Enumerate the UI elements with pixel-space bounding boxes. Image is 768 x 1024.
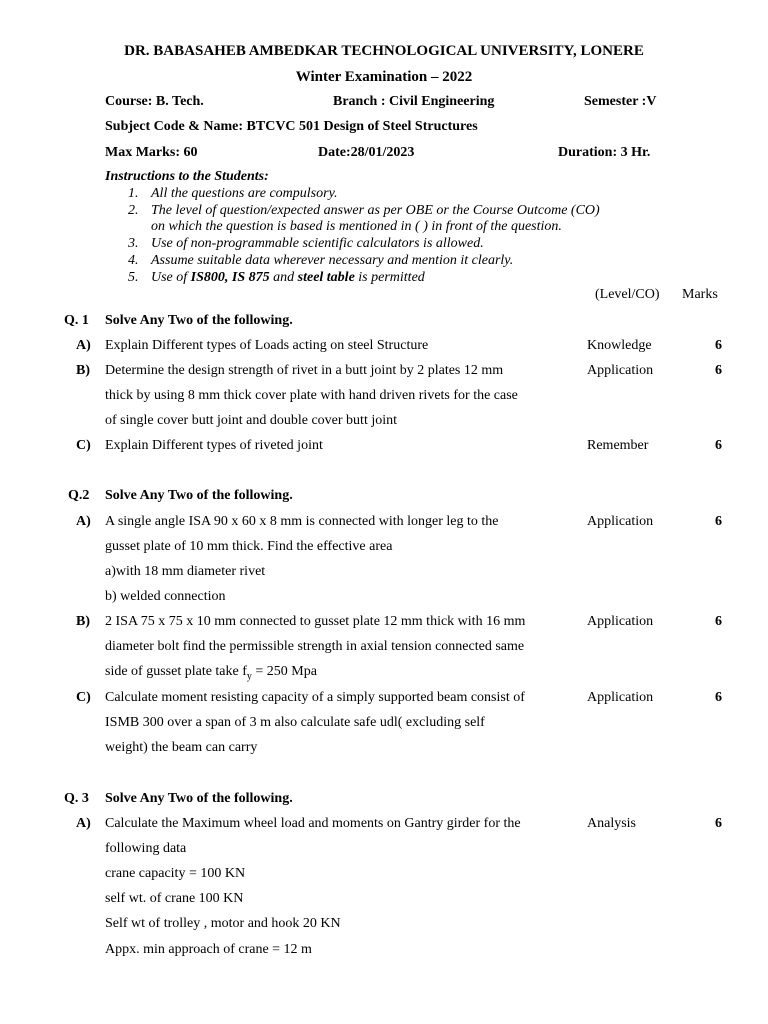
question-text: 2 ISA 75 x 75 x 10 mm connected to gusset plate 12 mm thick with 16 mm	[105, 614, 526, 629]
instruction-number: 2.	[128, 203, 139, 218]
marks-value: 6	[715, 363, 722, 378]
question-text: crane capacity = 100 KN	[105, 866, 246, 881]
marks-value: 6	[715, 816, 722, 831]
level-co: Application	[587, 363, 654, 378]
instruction-number: 1.	[128, 186, 139, 201]
instruction-text: Assume suitable data wherever necessary and mention it clearly.	[151, 253, 514, 268]
instruction-text: Use of IS800, IS 875 and steel table is permitted	[151, 270, 425, 285]
marks-value: 6	[715, 438, 722, 453]
question-text: Calculate moment resisting capacity of a simply supported beam consist of	[105, 690, 525, 705]
instruction-text: All the questions are compulsory.	[151, 186, 338, 201]
instruction-number: 5.	[128, 270, 139, 285]
part-label: A)	[76, 816, 91, 831]
level-co: Knowledge	[587, 338, 652, 353]
semester: Semester :V	[584, 94, 657, 109]
question-heading: Solve Any Two of the following.	[105, 313, 293, 328]
marks-header: Marks	[682, 287, 718, 302]
part-label: B)	[76, 614, 90, 629]
marks-value: 6	[715, 690, 722, 705]
question-text: b) welded connection	[105, 589, 226, 604]
course: Course: B. Tech.	[105, 94, 204, 109]
question-text: Appx. min approach of crane = 12 m	[105, 942, 312, 957]
marks-value: 6	[715, 514, 722, 529]
part-label: B)	[76, 363, 90, 378]
exam-date: Date:28/01/2023	[318, 145, 415, 160]
level-co: Analysis	[587, 816, 636, 831]
instruction-number: 4.	[128, 253, 139, 268]
duration: Duration: 3 Hr.	[558, 145, 651, 160]
question-text: a)with 18 mm diameter rivet	[105, 564, 266, 579]
question-text: Explain Different types of Loads acting on steel Structure	[105, 338, 429, 353]
question-text: gusset plate of 10 mm thick. Find the effective area	[105, 539, 393, 554]
question-text: Explain Different types of riveted joint	[105, 438, 323, 453]
subject: Subject Code & Name: BTCVC 501 Design of Steel Structures	[105, 119, 478, 134]
question-text: A single angle ISA 90 x 60 x 8 mm is connected with longer leg to the	[105, 514, 499, 529]
exam-title: Winter Examination – 2022	[295, 69, 473, 85]
question-label: Q. 3	[64, 791, 89, 806]
part-label: A)	[76, 514, 91, 529]
part-label: C)	[76, 438, 91, 453]
instruction-text: The level of question/expected answer as per OBE or the Course Outcome (CO)	[151, 203, 600, 218]
instruction-text: Use of non-programmable scientific calculators is allowed.	[151, 236, 484, 251]
question-text: Determine the design strength of rivet in a butt joint by 2 plates 12 mm	[105, 363, 504, 378]
part-label: C)	[76, 690, 91, 705]
branch: Branch : Civil Engineering	[333, 94, 495, 109]
question-label: Q.2	[68, 488, 90, 503]
instructions-title: Instructions to the Students:	[105, 169, 269, 184]
marks-value: 6	[715, 614, 722, 629]
instruction-text: on which the question is based is mentioned in ( ) in front of the question.	[151, 219, 562, 234]
question-text: Self wt of trolley , motor and hook 20 KN	[105, 916, 341, 931]
max-marks: Max Marks: 60	[105, 145, 198, 160]
question-text: weight) the beam can carry	[105, 740, 258, 755]
instruction-number: 3.	[128, 236, 139, 251]
question-text: Calculate the Maximum wheel load and moments on Gantry girder for the	[105, 816, 521, 831]
level-co: Application	[587, 690, 654, 705]
part-label: A)	[76, 338, 91, 353]
university-name: DR. BABASAHEB AMBEDKAR TECHNOLOGICAL UNIVERSITY, LONERE	[124, 43, 644, 59]
marks-value: 6	[715, 338, 722, 353]
question-text: side of gusset plate take $f_y = 250$ Mpa	[105, 664, 317, 682]
level-co: Remember	[587, 438, 649, 453]
question-heading: Solve Any Two of the following.	[105, 488, 293, 503]
level-co: Application	[587, 614, 654, 629]
question-heading: Solve Any Two of the following.	[105, 791, 293, 806]
level-co-header: (Level/CO)	[595, 287, 660, 302]
level-co: Application	[587, 514, 654, 529]
question-text: following data	[105, 841, 187, 856]
question-text: of single cover butt joint and double cover butt joint	[105, 413, 397, 428]
question-text: ISMB 300 over a span of 3 m also calculate safe udl( excluding self	[105, 715, 485, 730]
question-label: Q. 1	[64, 313, 89, 328]
question-text: self wt. of crane 100 KN	[105, 891, 244, 906]
question-text: diameter bolt find the permissible strength in axial tension connected same	[105, 639, 525, 654]
question-text: thick by using 8 mm thick cover plate with hand driven rivets for the case	[105, 388, 518, 403]
